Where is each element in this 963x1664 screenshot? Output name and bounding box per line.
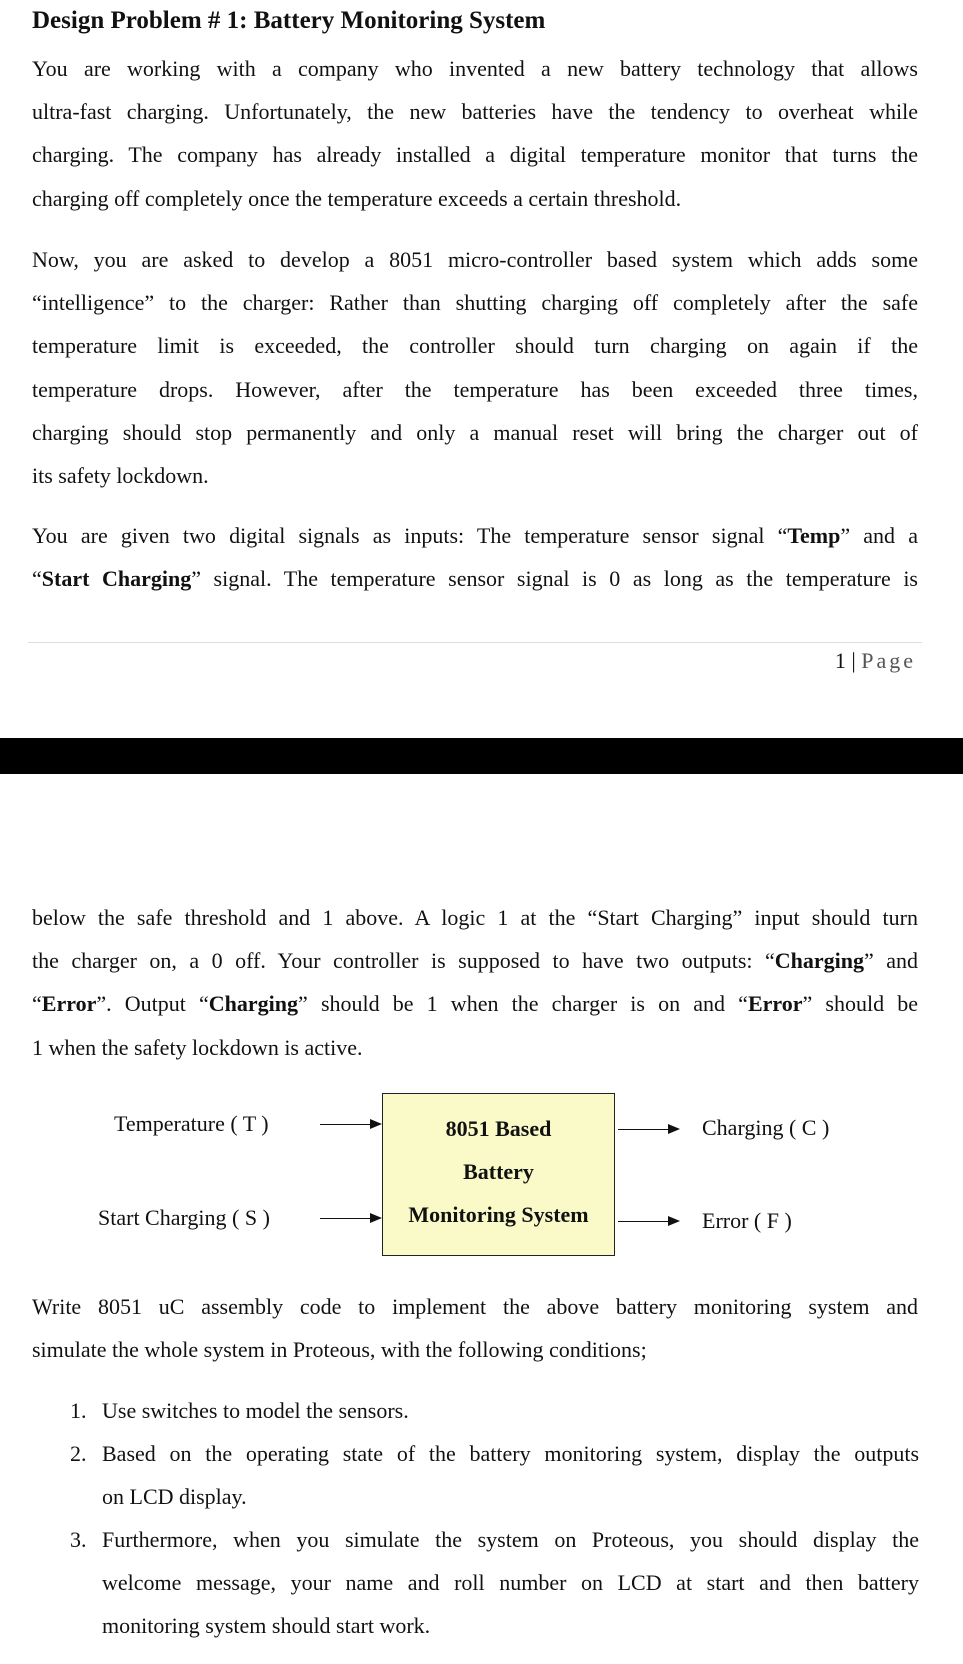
temperature-input-label: Temperature ( T ) xyxy=(114,1111,269,1136)
page-word: Page xyxy=(861,648,916,673)
paragraph-line: its safety lockdown. xyxy=(32,463,209,489)
paragraph-line: You are working with a company who invented a new battery technology that allows xyxy=(32,56,918,81)
error-output-name: Error xyxy=(41,991,97,1017)
list-item-number: 3. xyxy=(70,1527,87,1552)
controller-box xyxy=(382,1093,615,1256)
page-title: Design Problem # 1: Battery Monitoring System xyxy=(32,7,546,34)
page-number-value: 1 xyxy=(834,648,846,673)
paragraph-line: Now, you are asked to develop a 8051 micro-controller based system which adds some xyxy=(32,247,918,272)
page-number xyxy=(835,646,916,676)
list-item-line: on LCD display. xyxy=(102,1484,247,1510)
footer-divider xyxy=(28,642,922,643)
list-item-line: monitoring system should start work. xyxy=(102,1613,431,1639)
controller-box-line: Monitoring System xyxy=(408,1202,589,1227)
list-item-number: 1. xyxy=(70,1398,87,1423)
paragraph-line: temperature drops. However, after the temperature has been exceeded three times, xyxy=(32,376,918,402)
list-item xyxy=(102,1432,919,1518)
paragraph-line: below the safe threshold and 1 above. A logic 1 at the “Start Charging” input should turn xyxy=(32,905,918,930)
error-output-arrow xyxy=(618,1221,678,1222)
paragraph-line: charging should stop permanently and only a manual reset will bring the charger out of xyxy=(32,419,918,445)
start-charging-input-label: Start Charging ( S ) xyxy=(98,1205,270,1230)
paragraph-line: “Error”. Output “Charging” should be 1 when the charger is on and “Error” should be xyxy=(32,991,919,1017)
charging-output-name: Charging xyxy=(774,948,864,974)
intro-paragraph xyxy=(32,47,918,220)
list-item xyxy=(102,1389,919,1432)
paragraph-line: “Start Charging” signal. The temperature sensor signal is 0 as long as the temperature is xyxy=(32,566,918,592)
charging-output-label: Charging ( C ) xyxy=(702,1115,830,1140)
outputs-paragraph xyxy=(32,896,918,1069)
paragraph-line: charging. The company has already installed a digital temperature monitor that turns the xyxy=(32,142,918,168)
paragraph-line: the charger on, a 0 off. Your controller is supposed to have two outputs: “Charging” and xyxy=(32,948,918,974)
paragraph-line: charging off completely once the temperature exceeds a certain threshold. xyxy=(32,185,682,211)
paragraph-line: “intelligence” to the charger: Rather than shutting charging off completely after the safe xyxy=(32,290,918,316)
list-item-line: Based on the operating state of the battery monitoring system, display the outputs xyxy=(102,1441,919,1466)
list-item-number: 2. xyxy=(70,1441,87,1466)
error-output-name: Error xyxy=(747,991,803,1017)
controller-box-line: Battery xyxy=(463,1159,534,1184)
inputs-paragraph xyxy=(32,514,918,600)
start-charging-input-arrow xyxy=(320,1218,380,1219)
list-item-line: welcome message, your name and roll number on LCD at start and then battery xyxy=(102,1570,919,1596)
charging-output-name: Charging xyxy=(208,991,299,1017)
paragraph-line: Write 8051 uC assembly code to implement the above battery monitoring system and xyxy=(32,1294,918,1319)
task-paragraph xyxy=(32,238,918,497)
paragraph-line: You are given two digital signals as inputs: The temperature sensor signal “Temp” and a xyxy=(32,523,918,548)
paragraph-line: ultra-fast charging. Unfortunately, the new batteries have the tendency to overheat while xyxy=(32,99,918,125)
temperature-input-arrow xyxy=(320,1124,380,1125)
paragraph-line: 1 when the safety lockdown is active. xyxy=(32,1034,363,1060)
error-output-label: Error ( F ) xyxy=(702,1208,792,1233)
paragraph-line: simulate the whole system in Proteous, with the following conditions; xyxy=(32,1337,647,1363)
list-item xyxy=(102,1518,919,1648)
temp-signal-name: Temp xyxy=(787,523,841,548)
controller-box-line: 8051 Based xyxy=(445,1116,552,1141)
charging-output-arrow xyxy=(618,1129,678,1130)
page-break-band xyxy=(0,738,963,774)
paragraph-line: temperature limit is exceeded, the controller should turn charging on again if the xyxy=(32,333,918,359)
start-signal-name: Start Charging xyxy=(41,566,192,592)
list-item-line: Use switches to model the sensors. xyxy=(102,1398,409,1423)
assignment-paragraph xyxy=(32,1285,918,1371)
page-number-separator: | xyxy=(845,648,862,673)
list-item-line: Furthermore, when you simulate the system on Proteous, you should display the xyxy=(102,1527,919,1552)
